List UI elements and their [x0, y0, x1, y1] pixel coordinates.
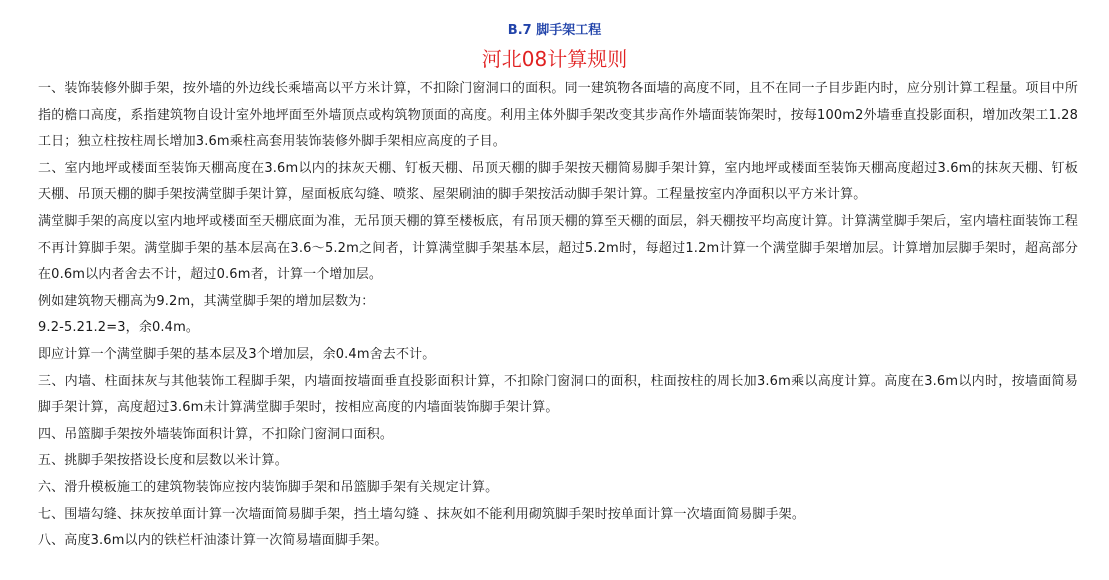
paragraph-4: 例如建筑物天棚高为9.2m，其满堂脚手架的增加层数为： [38, 293, 375, 309]
paragraph-5: 9.2-5.21.2=3，余0.4m。 [38, 320, 200, 336]
paragraph-7: 三、内墙、柱面抹灰与其他装饰工程脚手架，内墙面按墙面垂直投影面积计算，不扣除门窗洞口的面积，柱面按柱的周长加3.6m乘以高度计算。高度在3.6m以内时，按墙面简易脚手架计算，高度超过3.6m未计算满堂脚手架时，按相应高度的内墙面装饰脚手架计算。 [38, 373, 1078, 416]
paragraph-11: 七、围墙勾缝、抹灰按单面计算一次墙面简易脚手架，挡土墙勾缝 、抹灰如不能利用砌筑脚手架时按单面计算一次墙面简易脚手架。 [38, 506, 805, 522]
page-title: 河北08计算规则 [481, 47, 628, 71]
paragraph-6: 即应计算一个满堂脚手架的基本层及3个增加层，余0.4m舍去不计。 [38, 346, 436, 362]
paragraph-3: 满堂脚手架的高度以室内地坪或楼面至天棚底面为准，无吊顶天棚的算至楼板底，有吊顶天棚的算至天棚的面层，斜天棚按平均高度计算。计算满堂脚手架后，室内墙柱面装饰工程不再计算脚手架。满堂脚手架的基本层高在3.6～5.2m之间者，计算满堂脚手架基本层，超过5.2m时，每超过1.2m计算一个满堂脚手架增加层。计算增加层脚手架时，超高部分在0.6m以内者舍去不计，超过0.6m者，计算一个增加层。 [38, 213, 1078, 283]
paragraph-9: 五、挑脚手架按搭设长度和层数以米计算。 [38, 453, 288, 469]
paragraph-2: 二、室内地坪或楼面至装饰天棚高度在3.6m以内的抹灰天棚、钉板天棚、吊顶天棚的脚手架按天棚简易脚手架计算，室内地坪或楼面至装饰天棚高度超过3.6m的抹灰天棚、钉板天棚、吊顶天棚的脚手架按满堂脚手架计算，屋面板底勾缝、喷浆、屋架刷油的脚手架按活动脚手架计算。工程量按室内净面积以平方米计算。 [38, 160, 1078, 203]
paragraph-1: 一、装饰装修外脚手架，按外墙的外边线长乘墙高以平方米计算，不扣除门窗洞口的面积。同一建筑物各面墙的高度不同，且不在同一子目步距内时，应分别计算工程量。项目中所指的檐口高度，系指建筑物自设计室外地坪面至外墙顶点或构筑物顶面的高度。利用主体外脚手架改变其步高作外墙面装饰架时，按每100m2外墙垂直投影面积，增加改架工1.28工日；独立柱按柱周长增加3.6m乘柱高套用装饰装修外脚手架相应高度的子目。 [38, 81, 1078, 150]
section-title: B.7 脚手架工程 [507, 23, 602, 38]
paragraph-12: 八、高度3.6m以内的铁栏杆油漆计算一次简易墙面脚手架。 [38, 533, 388, 549]
paragraph-8: 四、吊篮脚手架按外墙装饰面积计算，不扣除门窗洞口面积。 [38, 426, 394, 442]
paragraph-10: 六、滑升模板施工的建筑物装饰应按内装饰脚手架和吊篮脚手架有关规定计算。 [38, 479, 499, 495]
document-body [38, 76, 1078, 555]
